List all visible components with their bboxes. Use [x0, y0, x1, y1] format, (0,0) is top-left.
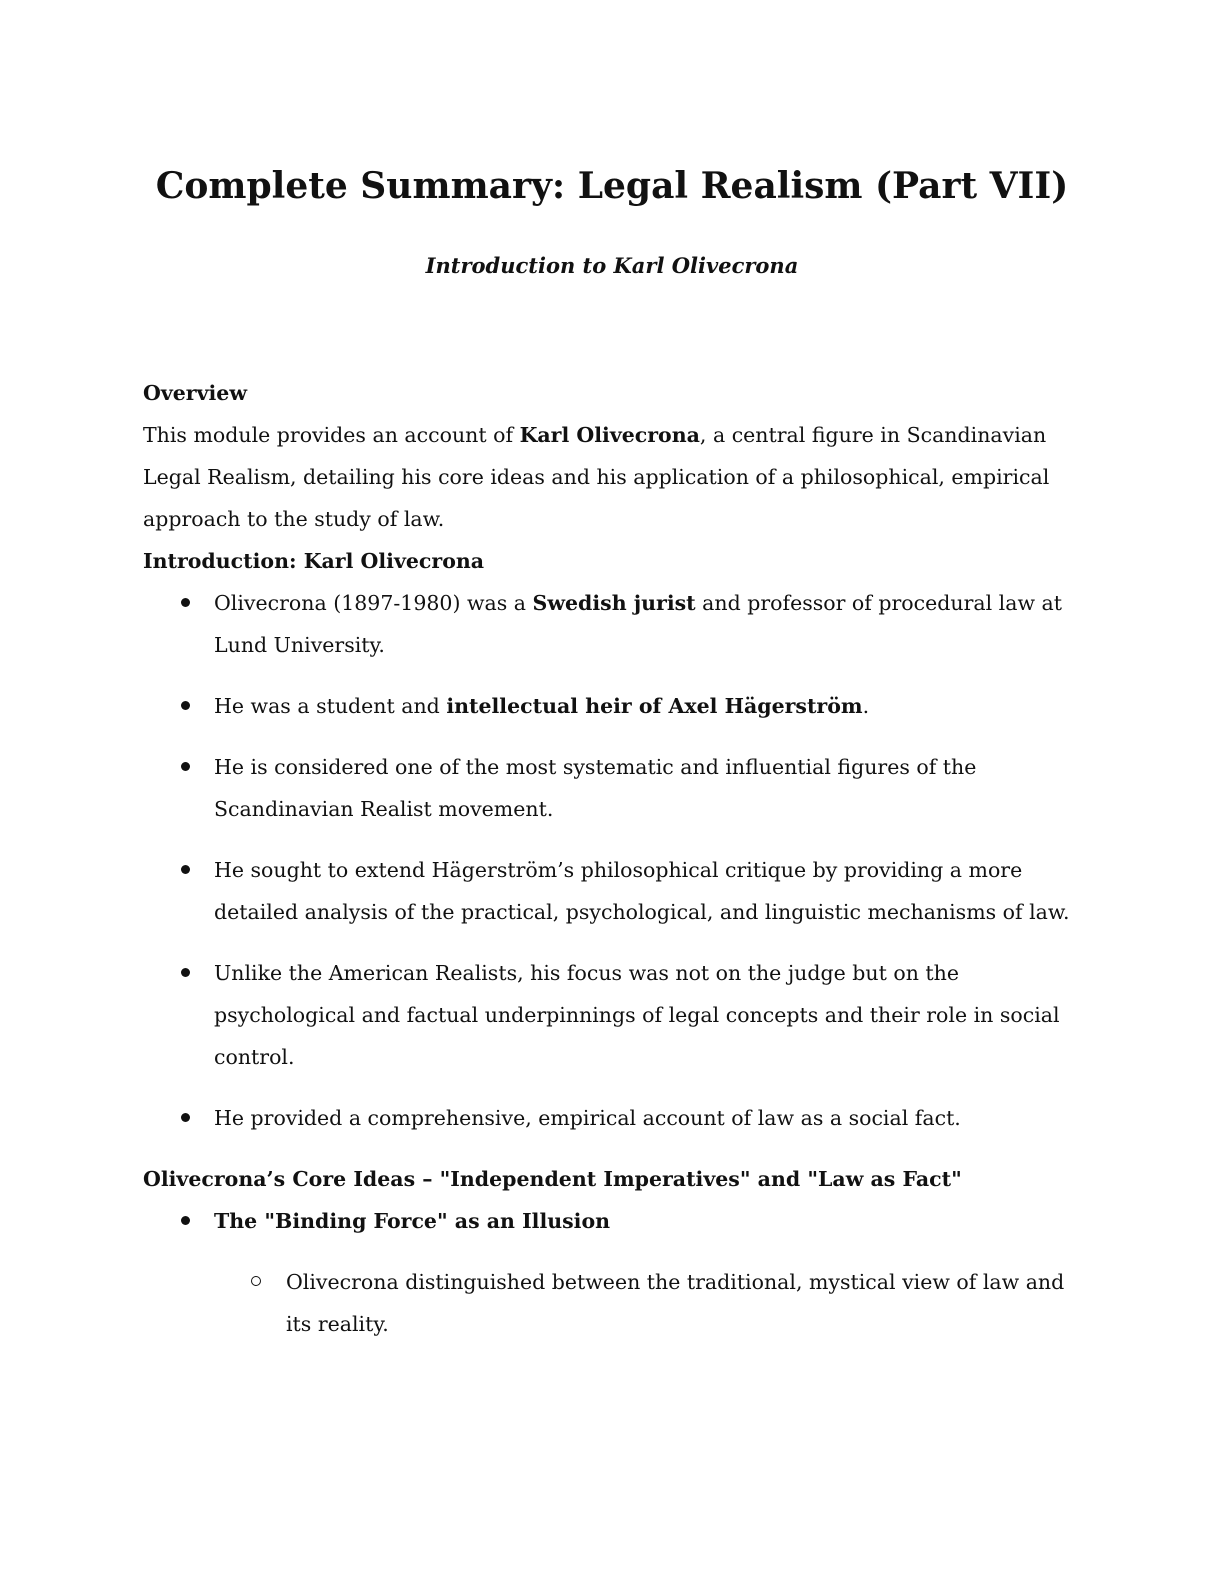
- list-item: [143, 685, 1083, 727]
- overview-text-before: This module provides an account of: [143, 423, 520, 447]
- bullet-bold-text: The "Binding Force" as an Illusion: [214, 1209, 611, 1233]
- core-ideas-heading: Olivecrona’s Core Ideas – "Independent Imperatives" and "Law as Fact": [143, 1167, 962, 1191]
- bullet-bold-text: intellectual heir of Axel Hägerström: [446, 694, 863, 718]
- list-item: He provided a comprehensive, empirical account of law as a social fact.: [143, 1097, 1083, 1139]
- bullet-bold-text: Swedish jurist: [532, 591, 696, 615]
- document-subtitle: Introduction to Karl Olivecrona: [425, 253, 799, 278]
- overview-paragraph: [143, 414, 1083, 540]
- list-item: He sought to extend Hägerström’s philosophical critique by providing a more detailed analysis of the practical, psychological, and linguistic mechanisms of law.: [143, 849, 1083, 933]
- overview-bold-name: Karl Olivecrona: [519, 423, 700, 447]
- bullet-text: .: [862, 694, 870, 718]
- sub-list: [214, 1261, 1083, 1345]
- list-item: He is considered one of the most systematic and influential figures of the Scandinavian Realist movement.: [143, 746, 1083, 830]
- sub-list-item: Olivecrona distinguished between the traditional, mystical view of law and its reality.: [214, 1261, 1083, 1345]
- document-body: [143, 372, 1083, 1364]
- list-item: [143, 1200, 1083, 1345]
- list-item: Unlike the American Realists, his focus was not on the judge but on the psychological and factual underpinnings of legal concepts and their role in social control.: [143, 952, 1083, 1078]
- introduction-list: [143, 582, 1083, 1139]
- document-title: Complete Summary: Legal Realism (Part VII): [155, 165, 1069, 207]
- bullet-text: and professor of procedural law at Lund University.: [214, 591, 1062, 657]
- overview-text-after: , a central figure in Scandinavian Legal Realism, detailing his core ideas and his application of a philosophical, empirical approach to the study of law.: [143, 423, 1050, 531]
- core-ideas-list: [143, 1200, 1083, 1345]
- bullet-text: He was a student and: [214, 694, 447, 718]
- overview-heading: Overview: [143, 381, 248, 405]
- list-item: [143, 582, 1083, 666]
- bullet-text: Olivecrona (1897-1980) was a: [214, 591, 533, 615]
- introduction-heading: Introduction: Karl Olivecrona: [143, 549, 485, 573]
